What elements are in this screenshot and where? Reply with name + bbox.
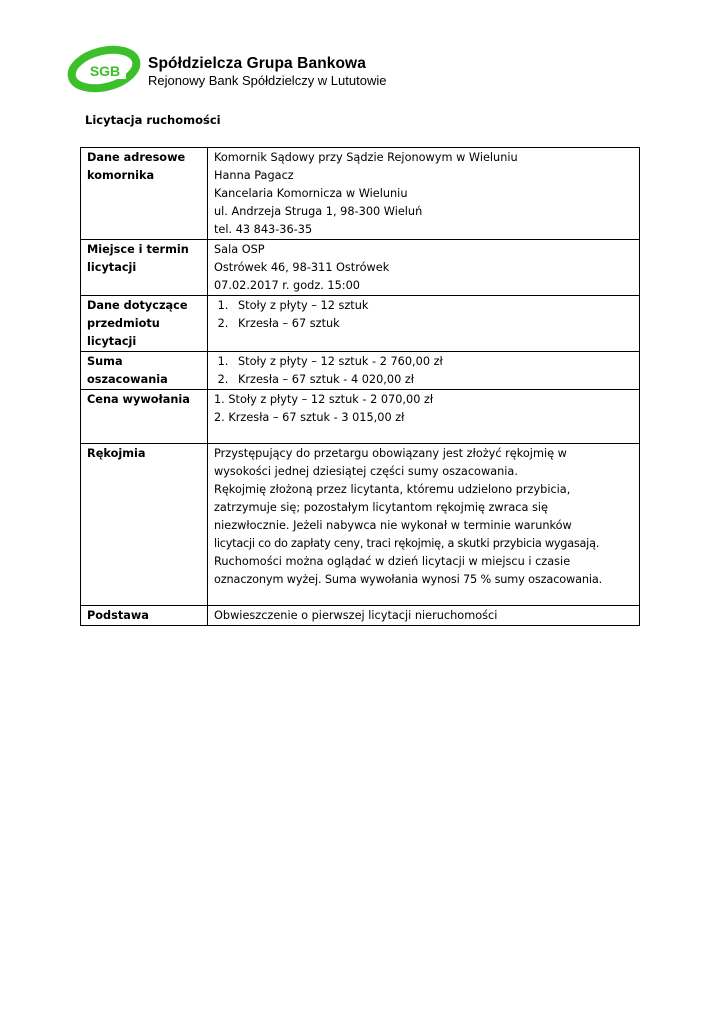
org-subtitle: Rejonowy Bank Spółdzielczy w Lututowie — [148, 73, 387, 88]
rekojmia-line: niezwłocznie. Jeżeli nabywca nie wykonał w terminie warunków — [214, 519, 572, 532]
value-miejsce — [208, 240, 640, 296]
sgb-logo — [66, 44, 142, 94]
value-cena — [208, 390, 640, 444]
miejsce-line: 07.02.2017 r. godz. 15:00 — [214, 279, 360, 292]
label-cena: Cena wywołania — [81, 390, 208, 444]
list-item: 2. Krzesła – 67 sztuk - 4 020,00 zł — [232, 371, 633, 389]
cena-line: 1. Stoły z płyty – 12 sztuk - 2 070,00 zł — [214, 393, 434, 406]
label-przedmiot: Dane dotyczące przedmiotu licytacji — [81, 296, 208, 352]
value-rekojmia — [208, 444, 640, 606]
row-podstawa — [81, 606, 640, 626]
letterhead — [66, 44, 486, 94]
org-name: Spółdzielcza Grupa Bankowa — [148, 55, 366, 72]
value-komornik — [208, 148, 640, 240]
rekojmia-line: oznaczonym wyżej. Suma wywołania wynosi 75 % sumy oszacowania. — [214, 573, 603, 586]
suma-list — [214, 353, 633, 389]
cena-line: 2. Krzesła – 67 sztuk - 3 015,00 zł — [214, 411, 405, 424]
miejsce-line: Sala OSP — [214, 243, 265, 256]
komornik-line: Komornik Sądowy przy Sądzie Rejonowym w Wieluniu — [214, 151, 518, 164]
row-rekojmia — [81, 444, 640, 606]
komornik-line: Kancelaria Komornicza w Wieluniu — [214, 187, 408, 200]
document-title: Licytacja ruchomości — [85, 113, 221, 127]
label-podstawa: Podstawa — [81, 606, 208, 626]
row-komornik — [81, 148, 640, 240]
komornik-line: tel. 43 843-36-35 — [214, 223, 313, 236]
value-przedmiot — [208, 296, 640, 352]
row-cena — [81, 390, 640, 444]
auction-details-table — [80, 147, 640, 626]
label-miejsce: Miejsce i termin licytacji — [81, 240, 208, 296]
row-suma — [81, 352, 640, 390]
list-item: 1. Stoły z płyty – 12 sztuk — [232, 297, 633, 315]
label-suma: Suma oszacowania — [81, 352, 208, 390]
miejsce-line: Ostrówek 46, 98-311 Ostrówek — [214, 261, 390, 274]
przedmiot-list — [214, 297, 633, 333]
list-item: 1. Stoły z płyty – 12 sztuk - 2 760,00 zł — [232, 353, 633, 371]
label-rekojmia: Rękojmia — [81, 444, 208, 606]
row-przedmiot — [81, 296, 640, 352]
rekojmia-line: Przystępujący do przetargu obowiązany jest złożyć rękojmię w — [214, 447, 567, 460]
list-item: 2. Krzesła – 67 sztuk — [232, 315, 633, 333]
rekojmia-line: Ruchomości można oglądać w dzień licytacji w miejscu i czasie — [214, 555, 571, 568]
label-komornik: Dane adresowe komornika — [81, 148, 208, 240]
rekojmia-line: wysokości jednej dziesiątej części sumy oszacowania. — [214, 465, 518, 478]
row-miejsce — [81, 240, 640, 296]
logo-text: SGB — [89, 63, 121, 79]
komornik-line: ul. Andrzeja Struga 1, 98-300 Wieluń — [214, 205, 423, 218]
value-suma — [208, 352, 640, 390]
rekojmia-line: zatrzymuje się; pozostałym licytantom rękojmię zwraca się — [214, 501, 548, 514]
rekojmia-line: Rękojmię złożoną przez licytanta, któremu udzielono przybicia, — [214, 483, 571, 496]
bank-identity — [148, 55, 386, 89]
value-podstawa: Obwieszczenie o pierwszej licytacji nieruchomości — [208, 606, 640, 626]
rekojmia-line: licytacji co do zapłaty ceny, traci rękojmię, a skutki przybicia wygasają. — [214, 537, 600, 550]
komornik-line: Hanna Pagacz — [214, 169, 294, 182]
